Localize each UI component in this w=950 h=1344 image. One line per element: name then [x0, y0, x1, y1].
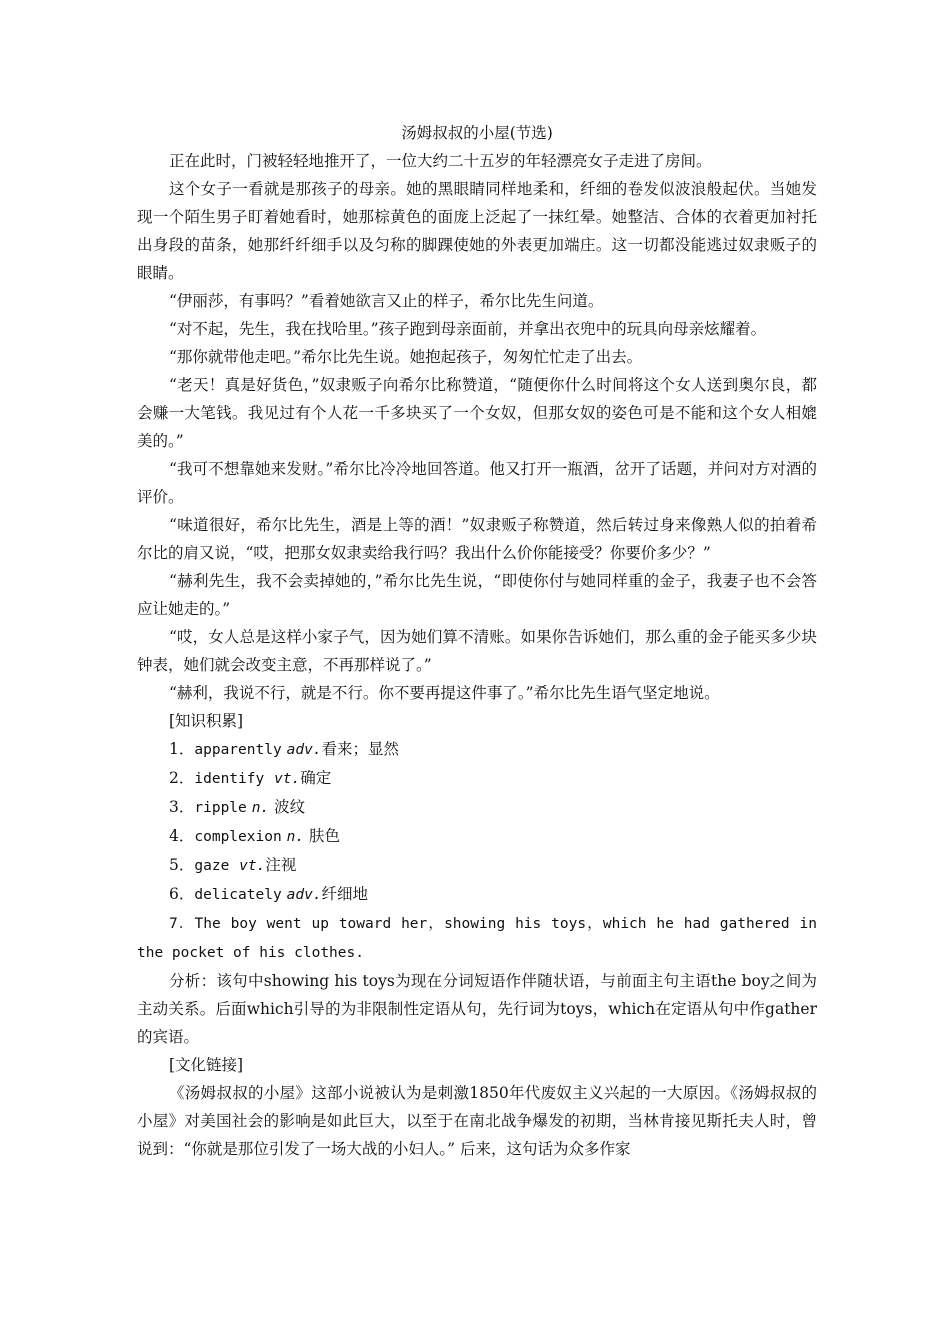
- vocab-meaning: 纤细地: [321, 885, 369, 903]
- culture-heading: [文化链接]: [169, 1056, 244, 1074]
- vocab-item: [137, 880, 817, 909]
- vocab-pos: n.: [286, 829, 305, 845]
- paragraph: “赫利，我说不行，就是不行。你不要再提这件事了。”希尔比先生语气坚定地说。: [169, 684, 720, 702]
- document-body: [137, 119, 817, 1163]
- vocab-word: identify: [194, 771, 265, 787]
- vocab-number: 2．: [169, 769, 195, 787]
- vocab-number: 3．: [169, 798, 195, 816]
- vocab-item: [137, 764, 817, 793]
- paragraph: “那你就带他走吧。”希尔比先生说。她抱起孩子，匆匆忙忙走了出去。: [169, 348, 643, 366]
- vocab-pos: adv.: [286, 887, 322, 903]
- paragraph: “对不起，先生，我在找哈里。”孩子跑到母亲面前，并拿出衣兜中的玩具向母亲炫耀着。: [169, 320, 767, 338]
- culture-paragraph: 《汤姆叔叔的小屋》这部小说被认为是刺激1850年代废奴主义兴起的一大原因。《汤姆叔叔的小屋》对美国社会的影响是如此巨大，以至于在南北战争爆发的初期，当林肯接见斯托夫人时，曾说到：“你就是那位引发了一场大战的小妇人。” 后来，这句话为众多作家: [137, 1084, 817, 1158]
- example-sentence-line1: [137, 909, 817, 938]
- example-sentence-text: the pocket of his clothes.: [137, 945, 364, 961]
- paragraph: “伊丽莎，有事吗？”看着她欲言又止的样子，希尔比先生问道。: [169, 292, 604, 310]
- vocab-number: 5．: [169, 856, 195, 874]
- vocab-number: 1．: [169, 740, 195, 758]
- vocab-word: delicately: [194, 887, 282, 903]
- vocab-word: complexion: [194, 829, 282, 845]
- paragraph: 正在此时，门被轻轻地推开了，一位大约二十五岁的年轻漂亮女子走进了房间。: [169, 152, 712, 170]
- paragraph: “我可不想靠她来发财。”希尔比冷冷地回答道。他又打开一瓶酒，岔开了话题，并问对方对酒的评价。: [137, 460, 817, 506]
- paragraph: “味道很好，希尔比先生，酒是上等的酒！”奴隶贩子称赞道，然后转过身来像熟人似的拍着希尔比的肩又说，“哎，把那女奴隶卖给我行吗？我出什么价你能接受？你要价多少？”: [137, 516, 817, 562]
- vocab-pos: vt.: [274, 771, 301, 787]
- vocab-pos: adv.: [286, 742, 322, 758]
- example-sentence-text: 7．The boy went up toward her，showing his toys，which he had gathered in: [169, 916, 817, 932]
- vocab-word: apparently: [194, 742, 282, 758]
- vocab-item: [137, 793, 817, 822]
- vocab-number: 4．: [169, 827, 195, 845]
- vocab-meaning: 注视: [265, 856, 297, 874]
- analysis-paragraph: 分析：该句中showing his toys为现在分词短语作伴随状语，与前面主句主语the boy之间为主动关系。后面which引导的为非限制性定语从句，先行词为toys，which在定语从句中作gather的宾语。: [137, 972, 817, 1046]
- vocab-pos: n.: [251, 800, 270, 816]
- vocab-word: gaze: [194, 858, 230, 874]
- paragraph: “赫利先生，我不会卖掉她的，”希尔比先生说，“即使你付与她同样重的金子，我妻子也不会答应让她走的。”: [137, 572, 817, 618]
- vocab-pos: vt.: [239, 858, 266, 874]
- example-sentence-line2: [137, 938, 817, 967]
- vocab-item: [137, 822, 817, 851]
- paragraph: “老天！真是好货色，”奴隶贩子向希尔比称赞道，“随便你什么时间将这个女人送到奥尔良，都会赚一大笔钱。我见过有个人花一千多块买了一个女奴，但那女奴的姿色可是不能和这个女人相媲美的。”: [137, 376, 817, 450]
- vocab-item: [137, 735, 817, 764]
- paragraph: 这个女子一看就是那孩子的母亲。她的黑眼睛同样地柔和，纤细的卷发似波浪般起伏。当她发现一个陌生男子盯着她看时，她那棕黄色的面庞上泛起了一抹红晕。她整洁、合体的衣着更加衬托出身段的苗条，她那纤纤细手以及匀称的脚踝使她的外表更加端庄。这一切都没能逃过奴隶贩子的眼睛。: [137, 180, 817, 282]
- knowledge-heading: [知识积累]: [169, 712, 244, 730]
- document-title: 汤姆叔叔的小屋(节选): [401, 124, 553, 142]
- vocab-meaning: 波纹: [269, 798, 306, 816]
- paragraph: “哎，女人总是这样小家子气，因为她们算不清账。如果你告诉她们，那么重的金子能买多少块钟表，她们就会改变主意，不再那样说了。”: [137, 628, 817, 674]
- vocab-meaning: 确定: [300, 769, 332, 787]
- vocab-meaning: 看来；显然: [321, 740, 400, 758]
- vocab-word: ripple: [194, 800, 247, 816]
- vocab-item: [137, 851, 817, 880]
- vocab-meaning: 肤色: [304, 827, 341, 845]
- vocab-number: 6．: [169, 885, 195, 903]
